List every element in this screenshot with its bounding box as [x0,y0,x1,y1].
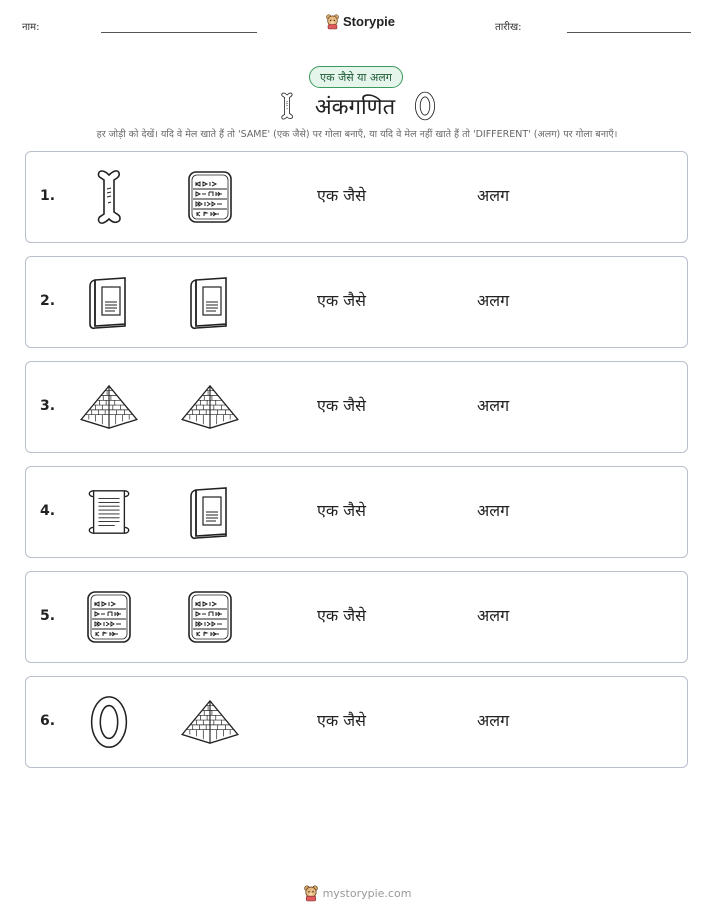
question-number: 3. [40,398,56,414]
book-icon [85,274,133,330]
question-number: 1. [40,188,56,204]
option-same[interactable]: एक जैसे [317,711,366,730]
storypie-logo [325,13,395,30]
worksheet-type-badge: एक जैसे या अलग [309,66,403,88]
pyramid-icon [179,698,241,746]
tablet-icon [185,169,235,225]
option-different[interactable]: अलग [477,711,510,730]
option-different[interactable]: अलग [477,186,510,205]
option-same[interactable]: एक जैसे [317,186,366,205]
option-same[interactable]: एक जैसे [317,396,366,415]
question-number: 6. [40,713,56,729]
question-row-1 [25,151,688,243]
bone-icon [277,90,297,122]
title-row [0,89,714,123]
option-different[interactable]: अलग [477,396,510,415]
option-same[interactable]: एक जैसे [317,291,366,310]
footer-site[interactable]: mystorypie.com [322,886,412,900]
book-icon [186,274,234,330]
date-label: तारीख: [495,22,522,33]
option-same[interactable]: एक जैसे [317,606,366,625]
page-title: अंकगणित [314,95,396,120]
date-field[interactable] [567,32,691,33]
bone-icon [87,167,131,227]
question-row-3 [25,361,688,453]
question-row-6 [25,676,688,768]
question-number: 5. [40,608,56,624]
book-icon [186,484,234,540]
option-different[interactable]: अलग [477,606,510,625]
bear-logo-icon [325,13,340,30]
zero-icon [87,693,131,751]
option-same[interactable]: एक जैसे [317,501,366,520]
question-row-5 [25,571,688,663]
question-row-4 [25,466,688,558]
question-row-2 [25,256,688,348]
scroll-icon [84,484,134,540]
name-label: नाम: [22,22,40,33]
question-number: 4. [40,503,56,519]
tablet-icon [84,589,134,645]
zero-icon [413,90,437,122]
brand-name: Storypie [343,14,396,29]
option-different[interactable]: अलग [477,501,510,520]
pyramid-icon [179,383,241,431]
tablet-icon [185,589,235,645]
option-different[interactable]: अलग [477,291,510,310]
pyramid-icon [78,383,140,431]
instructions: हर जोड़ी को देखें। यदि वे मेल खाते हैं तो 'SAME' (एक जैसे) पर गोला बनाएँ, या यदि वे मेल नहीं खाते हैं तो 'DIFFERENT' (अलग) पर गोला बनाएँ। [96,129,618,140]
name-field[interactable] [101,32,257,33]
footer [0,884,714,902]
bear-logo-icon [303,884,319,902]
question-number: 2. [40,293,56,309]
